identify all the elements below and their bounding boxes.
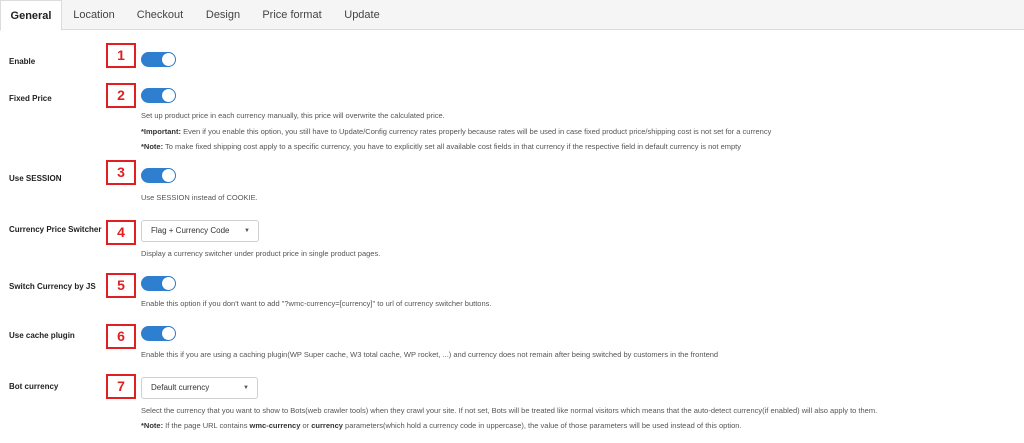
use-cache-plugin-toggle[interactable] [141, 326, 176, 341]
switch-currency-js-toggle[interactable] [141, 276, 176, 291]
marker-7: 7 [106, 374, 136, 399]
note-prefix: *Note: [141, 142, 164, 151]
enable-label: Enable [9, 57, 36, 66]
tab-checkout[interactable]: Checkout [136, 9, 184, 21]
marker-1: 1 [106, 43, 136, 68]
bot-currency-select[interactable] [141, 377, 258, 399]
settings-tab-bar [0, 0, 1024, 30]
switch-currency-js-label: Switch Currency by JS [9, 282, 96, 291]
currency-price-switcher-select[interactable] [141, 220, 259, 242]
note-text: If the page URL contains [163, 421, 250, 430]
use-session-label: Use SESSION [9, 174, 62, 183]
fixed-price-toggle[interactable] [141, 88, 176, 103]
bot-currency-note [141, 421, 742, 430]
selected-value: Flag + Currency Code [151, 226, 230, 235]
toggle-knob [162, 327, 175, 340]
note-prefix: *Note: [141, 421, 164, 430]
fixed-price-important-note [141, 127, 771, 136]
bot-currency-description: Select the currency that you want to show to Bots(web crawler tools) when they crawl your site. If not set, Bots will be treated like normal visitors which means that the auto-detect currency(if enabled) will also apply to them. [141, 406, 878, 415]
toggle-knob [162, 169, 175, 182]
fixed-price-description: Set up product price in each currency manually, this price will overwrite the calculated price. [141, 111, 445, 120]
toggle-knob [162, 89, 175, 102]
marker-6: 6 [106, 324, 136, 349]
marker-5: 5 [106, 273, 136, 298]
param-wmc-currency: wmc-currency [249, 421, 301, 430]
note-text: parameters(which hold a currency code in uppercase), the value of those parameters will be used instead of this option. [342, 421, 742, 430]
marker-4: 4 [106, 220, 136, 245]
fixed-price-label: Fixed Price [9, 94, 52, 103]
tab-price-format[interactable]: Price format [262, 9, 322, 21]
tab-update[interactable]: Update [344, 9, 380, 21]
chevron-down-icon: ▼ [244, 228, 250, 234]
use-cache-plugin-label: Use cache plugin [9, 331, 75, 340]
important-prefix: *Important: [141, 127, 181, 136]
marker-3: 3 [106, 160, 136, 185]
tab-general[interactable]: General [0, 0, 62, 31]
currency-price-switcher-description: Display a currency switcher under product price in single product pages. [141, 249, 381, 258]
tab-design[interactable]: Design [205, 9, 241, 21]
tab-location[interactable]: Location [73, 9, 115, 21]
use-cache-plugin-description: Enable this if you are using a caching plugin(WP Super cache, W3 total cache, WP rocket, ...) and currency does not remain after being switched by customers in the frontend [141, 350, 719, 359]
selected-value: Default currency [151, 383, 210, 392]
switch-currency-js-description: Enable this option if you don't want to add "?wmc-currency=[currency]" to url of currency switcher buttons. [141, 299, 492, 308]
use-session-toggle[interactable] [141, 168, 176, 183]
marker-2: 2 [106, 83, 136, 108]
bot-currency-label: Bot currency [9, 382, 59, 391]
use-session-description: Use SESSION instead of COOKIE. [141, 193, 258, 202]
important-text: Even if you enable this option, you still have to Update/Config currency rates properly because rates will be used in case fixed product price/shipping cost is not set for a currency [181, 127, 772, 136]
fixed-price-note [141, 142, 741, 151]
note-text: To make fixed shipping cost apply to a specific currency, you have to explicitly set all available cost fields in that currency if the respective field in default currency is not empty [163, 142, 742, 151]
note-text: or [300, 421, 312, 430]
currency-price-switcher-label: Currency Price Switcher [9, 225, 102, 234]
toggle-knob [162, 53, 175, 66]
toggle-knob [162, 277, 175, 290]
enable-toggle[interactable] [141, 52, 176, 67]
param-currency: currency [311, 421, 343, 430]
chevron-down-icon: ▼ [243, 385, 249, 391]
